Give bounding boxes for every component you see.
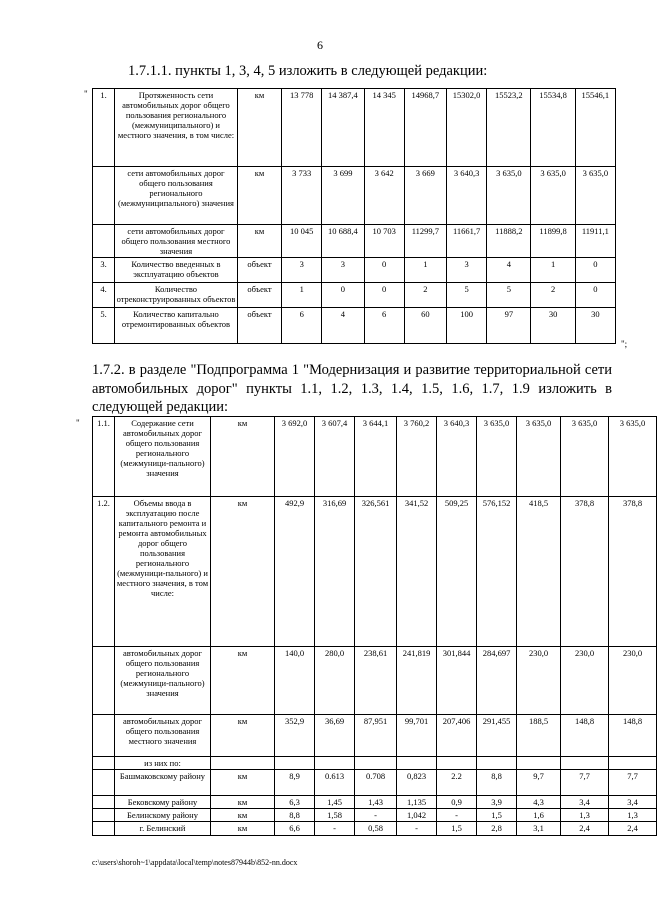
row-number: 5. [93, 308, 115, 344]
value-cell: 284,697 [477, 647, 517, 715]
value-cell: 3,1 [517, 822, 561, 836]
value-cell: 418,5 [517, 497, 561, 647]
value-cell: 3 699 [322, 167, 364, 225]
value-cell: 15546,1 [575, 89, 615, 167]
value-cell [561, 757, 609, 770]
value-cell: 30 [531, 308, 575, 344]
indicator-name: из них по: [115, 757, 211, 770]
table-row [93, 715, 657, 757]
row-number [93, 822, 115, 836]
value-cell: 2,4 [561, 822, 609, 836]
value-cell: - [437, 809, 477, 822]
indicator-name: Бековскому району [115, 796, 211, 809]
unit: км [211, 809, 275, 822]
value-cell: 3 760,2 [397, 417, 437, 497]
close-quote-1: "; [621, 339, 628, 349]
value-cell: 8,9 [275, 770, 315, 796]
value-cell: 6,3 [275, 796, 315, 809]
indicator-name: г. Белинский [115, 822, 211, 836]
indicator-name: автомобильных дорог общего пользования регионального (межмуници-пального) значения [115, 647, 211, 715]
value-cell [477, 757, 517, 770]
value-cell: 207,406 [437, 715, 477, 757]
value-cell: 1,6 [517, 809, 561, 822]
value-cell: 30 [575, 308, 615, 344]
value-cell: 4,3 [517, 796, 561, 809]
value-cell: 280,0 [315, 647, 355, 715]
value-cell: 14 387,4 [322, 89, 364, 167]
value-cell [609, 757, 657, 770]
value-cell: 3,4 [609, 796, 657, 809]
value-cell: 36,69 [315, 715, 355, 757]
value-cell: 576,152 [477, 497, 517, 647]
value-cell: 0 [575, 258, 615, 283]
value-cell: 3 635,0 [517, 417, 561, 497]
value-cell: 492,9 [275, 497, 315, 647]
value-cell: 140,0 [275, 647, 315, 715]
value-cell: 3 [446, 258, 486, 283]
value-cell: 8,8 [275, 809, 315, 822]
table-row [93, 497, 657, 647]
value-cell: 238,61 [355, 647, 397, 715]
row-number [93, 796, 115, 809]
value-cell [437, 757, 477, 770]
value-cell: 6 [282, 308, 322, 344]
value-cell: 0,823 [397, 770, 437, 796]
row-number: 1. [93, 89, 115, 167]
value-cell: 11911,1 [575, 225, 615, 258]
value-cell: 14968,7 [404, 89, 446, 167]
value-cell: 3 669 [404, 167, 446, 225]
table-row [93, 258, 616, 283]
value-cell: 1,58 [315, 809, 355, 822]
table-row [93, 822, 657, 836]
value-cell: 3 [282, 258, 322, 283]
value-cell: 352,9 [275, 715, 315, 757]
value-cell: 1,3 [561, 809, 609, 822]
value-cell: 148,8 [609, 715, 657, 757]
value-cell: 1,5 [477, 809, 517, 822]
value-cell: 2,4 [609, 822, 657, 836]
value-cell: 326,561 [355, 497, 397, 647]
section-text-1-7-2: 1.7.2. в разделе "Подпрограмма 1 "Модернизация и развитие территориальной сети автомобильных дорог" пункты 1.1, 1.2, 1.3, 1.4, 1.5, 1.6, 1.7, 1.9 изложить в следующей редакции: [92, 362, 612, 415]
value-cell: 2 [531, 283, 575, 308]
value-cell: 230,0 [609, 647, 657, 715]
value-cell: 148,8 [561, 715, 609, 757]
value-cell: 241,819 [397, 647, 437, 715]
indicators-table [92, 88, 616, 344]
value-cell: 1,45 [315, 796, 355, 809]
value-cell: 60 [404, 308, 446, 344]
table-row [93, 89, 616, 167]
indicator-name: Содержание сети автомобильных дорог общего пользования регионального (межмуници-пального) значения [115, 417, 211, 497]
value-cell [275, 757, 315, 770]
value-cell: 6 [364, 308, 404, 344]
unit: объект [237, 308, 281, 344]
value-cell: 11299,7 [404, 225, 446, 258]
value-cell: 2.2 [437, 770, 477, 796]
value-cell: 1,135 [397, 796, 437, 809]
indicator-name: автомобильных дорог общего пользования местного значения [115, 715, 211, 757]
row-number: 1.1. [93, 417, 115, 497]
value-cell: 230,0 [561, 647, 609, 715]
section-heading-1-7-1-1: 1.7.1.1. пункты 1, 3, 4, 5 изложить в следующей редакции: [128, 63, 488, 79]
value-cell [355, 757, 397, 770]
value-cell: 13 778 [282, 89, 322, 167]
row-number [93, 167, 115, 225]
footer-file-path: c:\users\shoroh~1\appdata\local\temp\notes87944b\852-nn.docx [92, 858, 298, 867]
value-cell: 378,8 [561, 497, 609, 647]
subprogram-table [92, 416, 657, 836]
unit: км [211, 647, 275, 715]
value-cell: 1,5 [437, 822, 477, 836]
row-number [93, 225, 115, 258]
indicator-name: сети автомобильных дорог общего пользования регионального (межмуниципального) значения [115, 167, 238, 225]
value-cell: 0.708 [355, 770, 397, 796]
indicator-name: Объемы ввода в эксплуатацию после капитального ремонта и ремонта автомобильных дорог общего пользования регионального (межмуници-пального) и местного значения, в том числе: [115, 497, 211, 647]
value-cell: - [397, 822, 437, 836]
value-cell: 3 635,0 [487, 167, 531, 225]
table-row [93, 796, 657, 809]
value-cell: 6,6 [275, 822, 315, 836]
value-cell: 10 703 [364, 225, 404, 258]
value-cell: 3 607,4 [315, 417, 355, 497]
row-number: 4. [93, 283, 115, 308]
value-cell: 1,43 [355, 796, 397, 809]
value-cell: 0,58 [355, 822, 397, 836]
value-cell: 4 [322, 308, 364, 344]
value-cell: 15523,2 [487, 89, 531, 167]
indicator-name: Протяженность сети автомобильных дорог общего пользования регионального (межмуниципального) и местного значения, в том числе: [115, 89, 238, 167]
row-number: 1.2. [93, 497, 115, 647]
indicator-name: Количество введенных в эксплуатацию объектов [115, 258, 238, 283]
value-cell: 3 635,0 [561, 417, 609, 497]
value-cell: 291,455 [477, 715, 517, 757]
value-cell: 87,951 [355, 715, 397, 757]
unit: км [211, 497, 275, 647]
value-cell: 10 688,4 [322, 225, 364, 258]
value-cell: 316,69 [315, 497, 355, 647]
value-cell: 5 [487, 283, 531, 308]
value-cell: 509,25 [437, 497, 477, 647]
value-cell: 9,7 [517, 770, 561, 796]
indicator-name: Количество капитально отремонтированных объектов [115, 308, 238, 344]
value-cell [517, 757, 561, 770]
table-row [93, 283, 616, 308]
value-cell: 3,4 [561, 796, 609, 809]
indicator-name: Белинскому району [115, 809, 211, 822]
value-cell: 3 692,0 [275, 417, 315, 497]
value-cell: 3 644,1 [355, 417, 397, 497]
table-row [93, 417, 657, 497]
value-cell: 2 [404, 283, 446, 308]
unit: км [237, 89, 281, 167]
unit [211, 757, 275, 770]
open-quote-1: " [84, 89, 88, 99]
value-cell: 100 [446, 308, 486, 344]
unit: км [211, 796, 275, 809]
unit: км [211, 770, 275, 796]
row-number [93, 809, 115, 822]
value-cell: 15302,0 [446, 89, 486, 167]
table-row [93, 167, 616, 225]
row-number: 3. [93, 258, 115, 283]
value-cell: 341,52 [397, 497, 437, 647]
row-number [93, 757, 115, 770]
unit: км [211, 417, 275, 497]
value-cell: 0 [364, 258, 404, 283]
table-row [93, 308, 616, 344]
value-cell: 1,042 [397, 809, 437, 822]
value-cell: 3 635,0 [477, 417, 517, 497]
value-cell: 301,844 [437, 647, 477, 715]
value-cell: 3 [322, 258, 364, 283]
value-cell: 3 642 [364, 167, 404, 225]
row-number [93, 715, 115, 757]
value-cell: 3 640,3 [446, 167, 486, 225]
value-cell: 1,3 [609, 809, 657, 822]
value-cell: 7,7 [609, 770, 657, 796]
unit: объект [237, 258, 281, 283]
unit: км [211, 822, 275, 836]
indicator-name: Количество отреконструированных объектов [115, 283, 238, 308]
value-cell: 3 640,3 [437, 417, 477, 497]
value-cell: 3 635,0 [575, 167, 615, 225]
value-cell: 3,9 [477, 796, 517, 809]
table-row [93, 757, 657, 770]
value-cell: 1 [404, 258, 446, 283]
value-cell: 378,8 [609, 497, 657, 647]
table-row [93, 647, 657, 715]
page-number: 6 [317, 38, 323, 52]
value-cell: 4 [487, 258, 531, 283]
table-row [93, 809, 657, 822]
value-cell: 8,8 [477, 770, 517, 796]
value-cell: 1 [531, 258, 575, 283]
value-cell: 11899,8 [531, 225, 575, 258]
value-cell: 11661,7 [446, 225, 486, 258]
indicator-name: Башмаковскому району [115, 770, 211, 796]
value-cell: 3 733 [282, 167, 322, 225]
value-cell: 3 635,0 [531, 167, 575, 225]
indicator-name: сети автомобильных дорог общего пользования местного значения [115, 225, 238, 258]
value-cell: 0 [322, 283, 364, 308]
value-cell: 2,8 [477, 822, 517, 836]
value-cell: 230,0 [517, 647, 561, 715]
value-cell: 97 [487, 308, 531, 344]
value-cell: 0 [364, 283, 404, 308]
value-cell: 188,5 [517, 715, 561, 757]
value-cell: 99,701 [397, 715, 437, 757]
value-cell: 5 [446, 283, 486, 308]
table-row [93, 770, 657, 796]
value-cell: 7,7 [561, 770, 609, 796]
value-cell: 3 635,0 [609, 417, 657, 497]
unit: км [237, 167, 281, 225]
value-cell: - [315, 822, 355, 836]
unit: объект [237, 283, 281, 308]
value-cell: 15534,8 [531, 89, 575, 167]
value-cell: 11888,2 [487, 225, 531, 258]
unit: км [211, 715, 275, 757]
value-cell: 0.613 [315, 770, 355, 796]
value-cell: 10 045 [282, 225, 322, 258]
value-cell: 0,9 [437, 796, 477, 809]
value-cell: 0 [575, 283, 615, 308]
open-quote-2: " [76, 418, 80, 428]
value-cell: 14 345 [364, 89, 404, 167]
unit: км [237, 225, 281, 258]
value-cell: 1 [282, 283, 322, 308]
value-cell [315, 757, 355, 770]
value-cell: - [355, 809, 397, 822]
table-row [93, 225, 616, 258]
row-number [93, 770, 115, 796]
row-number [93, 647, 115, 715]
value-cell [397, 757, 437, 770]
